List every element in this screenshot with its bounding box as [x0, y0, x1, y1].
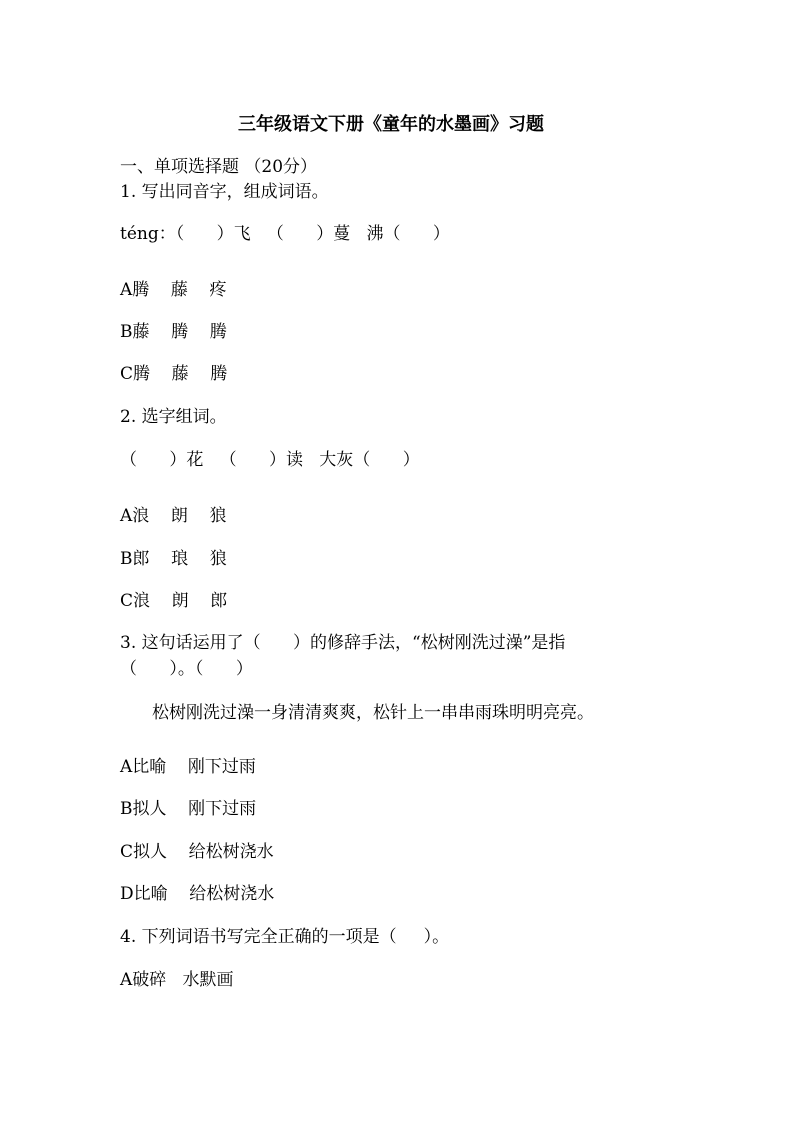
question-3-option-b: B拟人 刚下过雨 [120, 799, 257, 819]
question-2-option-a: A浪 朗 狼 [120, 506, 227, 526]
question-3-sentence: 松树刚洗过澡一身清清爽爽，松针上一串串雨珠明明亮亮。 [152, 703, 594, 723]
question-3-stem-line-1: 3. 这句话运用了（ ）的修辞手法，“松树刚洗过澡”是指 [120, 633, 566, 653]
question-3-option-d: D比喻 给松树浇水 [120, 884, 275, 904]
question-2-option-c: C浪 朗 郎 [120, 591, 228, 611]
document-title: 三年级语文下册《童年的水墨画》习题 [238, 114, 544, 135]
question-1-option-c: C腾 藤 腾 [120, 364, 228, 384]
section-heading: 一、单项选择题 （20分） [120, 157, 318, 177]
question-4-stem: 4. 下列词语书写完全正确的一项是（ ）。 [120, 927, 450, 947]
question-1-option-a: A腾 藤 疼 [120, 280, 227, 300]
question-2-option-b: B郎 琅 狼 [120, 549, 227, 569]
question-2-stem: 2. 选字组词。 [120, 407, 227, 427]
question-1-option-b: B藤 腾 腾 [120, 322, 227, 342]
question-1-blanks: téng：（ ）飞 （ ）蔓 沸（ ） [120, 224, 450, 244]
question-3-option-a: A比喻 刚下过雨 [120, 757, 256, 777]
question-2-blanks: （ ）花 （ ）读 大灰（ ） [120, 450, 420, 470]
question-4-option-a: A破碎 水默画 [120, 970, 234, 990]
question-1-stem: 1. 写出同音字，组成词语。 [120, 182, 329, 202]
question-3-option-c: C拟人 给松树浇水 [120, 842, 274, 862]
question-3-stem-line-2: （ ）。（ ） [120, 659, 253, 679]
